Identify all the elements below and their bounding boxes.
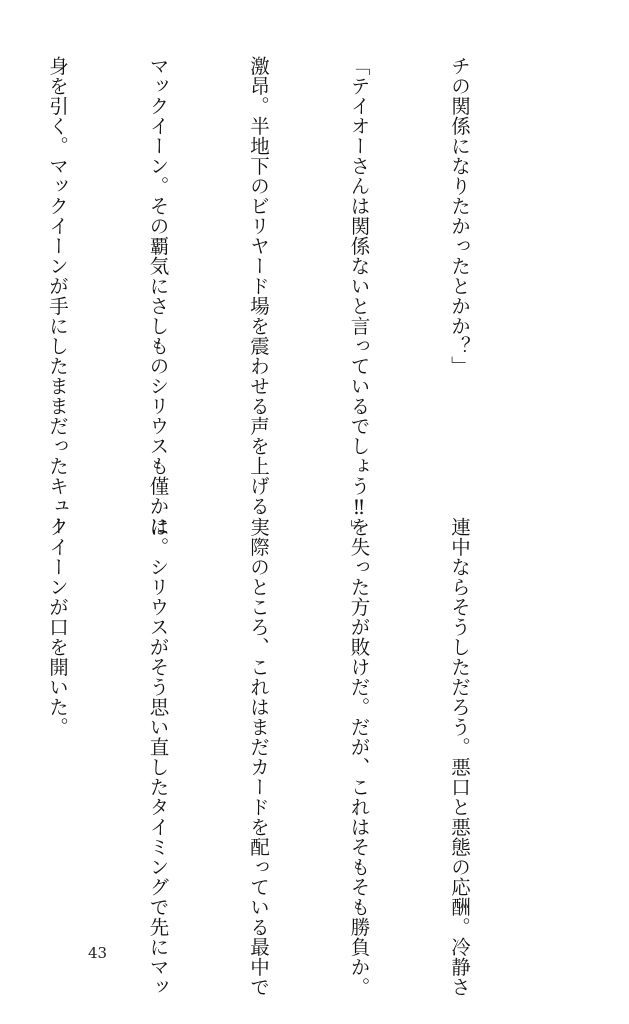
text-line: チの関係になりたかったとかか？」 (448, 56, 471, 376)
text-line: 身を引く。マックイーンが手にしたままだったキュー (46, 56, 69, 536)
text-block-top (0, 56, 543, 540)
text-line: 連中ならそうしただろう。悪口と悪態の応酬。冷静さ (448, 517, 471, 997)
text-line: は。シリウスがそう思い直したタイミングで先にマッ (146, 517, 170, 997)
text-line: 「テイオーさんは関係ないと言っているでしょう‼」 (347, 56, 371, 540)
text-line: マックイーン。その覇気にさしものシリウスも僅かに (146, 56, 170, 536)
page-number: 43 (88, 944, 108, 962)
text-line: 激昂。半地下のビリヤード場を震わせる声を上げる (247, 56, 270, 516)
text-line: を失った方が敗けだ。だが、これはそもそも勝負か。 (347, 517, 371, 997)
text-line: 実際のところ、これはまだカードを配っている最中で (247, 517, 270, 997)
text-line: クイーンが口を開いた。 (46, 517, 69, 737)
